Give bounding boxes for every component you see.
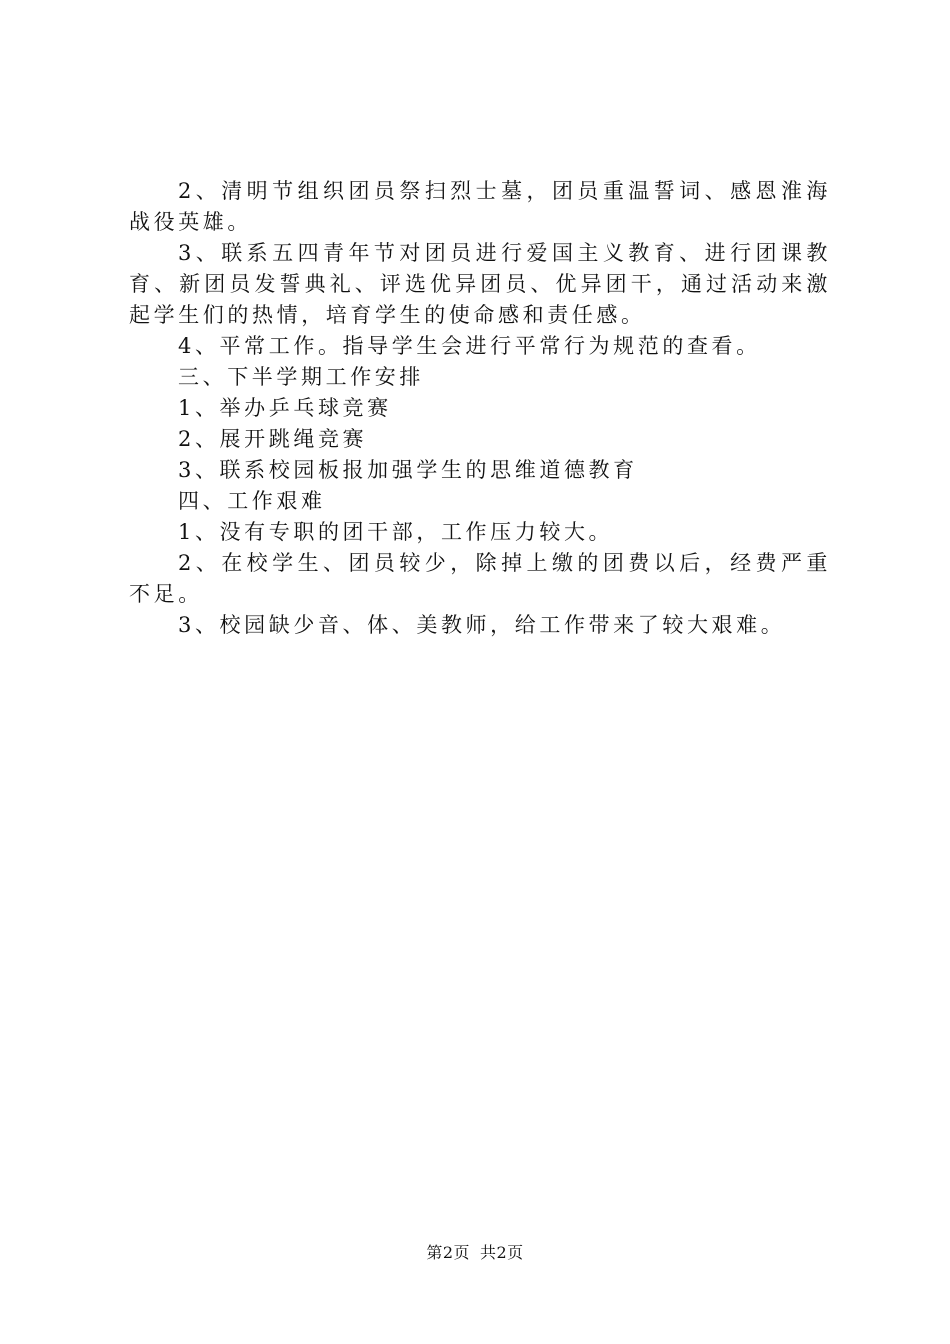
list-item-pingpong: 1、举办乒乓球竞赛 (178, 396, 392, 420)
paragraph-daily-work: 4、平常工作。指导学生会进行平常行为规范的查看。 (178, 334, 761, 358)
list-item-teachers: 3、校园缺少音、体、美教师，给工作带来了较大艰难。 (178, 613, 786, 637)
list-item-blackboard: 3、联系校园板报加强学生的思维道德教育 (178, 458, 638, 482)
paragraph-wusi: 3、联系五四青年节对团员进行爱国主义教育、进行团课教育、新团员发誓典礼、评选优异团员、优异团干，通过活动来激起学生们的热情，培育学生的使命感和责任感。 (129, 241, 831, 327)
section-heading-difficulties: 四、工作艰难 (178, 489, 326, 513)
list-item-jump-rope: 2、展开跳绳竞赛 (178, 427, 368, 451)
list-item-no-staff: 1、没有专职的团干部，工作压力较大。 (178, 520, 614, 544)
page-total: 共2页 (480, 1243, 524, 1262)
paragraph-qingming: 2、清明节组织团员祭扫烈士墓，团员重温誓词、感恩淮海战役英雄。 (129, 179, 831, 234)
list-item-funding: 2、在校学生、团员较少，除掉上缴的团费以后，经费严重不足。 (129, 551, 831, 606)
page-footer (0, 1242, 950, 1264)
document-body (129, 176, 831, 641)
page-number: 第2页 (426, 1243, 470, 1262)
section-heading-second-half: 三、下半学期工作安排 (178, 365, 424, 389)
